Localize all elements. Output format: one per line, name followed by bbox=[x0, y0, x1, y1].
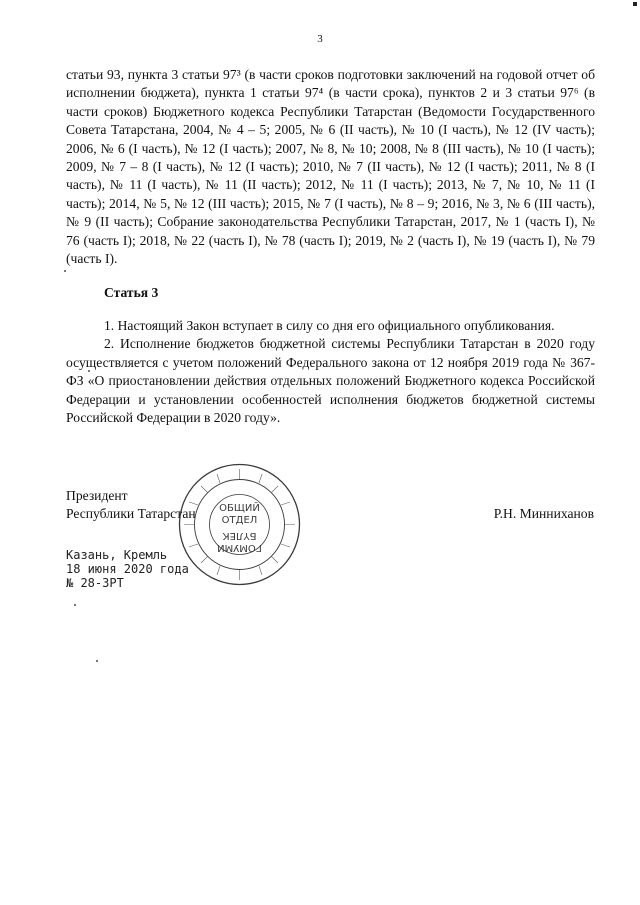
document-body bbox=[66, 66, 595, 427]
issuance-date: 18 июня 2020 года bbox=[66, 562, 189, 576]
scan-corner-mark bbox=[633, 2, 637, 6]
issuance-place: Казань, Кремль bbox=[66, 548, 168, 562]
issuance-block bbox=[66, 548, 189, 590]
page-number: 3 bbox=[317, 33, 323, 45]
issuance-number: № 28-ЗРТ bbox=[66, 576, 124, 590]
stamp-line-3: ГОМУМИ bbox=[217, 542, 262, 553]
signatory-title-line2: Республики Татарстан bbox=[66, 506, 196, 522]
signatory-title-line1: Президент bbox=[66, 488, 128, 503]
article-heading: Статья 3 bbox=[104, 285, 159, 301]
paragraph-amendments: статьи 93, пункта 3 статьи 97³ (в части сроков подготовки заключений на годовой отчет об исполнении бюджета), пункта 1 статьи 97⁴ (в части срока), пунктов 2 и 3 статьи 97⁶ (в части сроков) Бюджетного кодекса Республики Татарстан (Ведомости Государственного Совета Татарстана, 2004, № 4 – 5; 2005, № 6 (II часть), № 10 (I часть), № 12 (IV часть); 2006, № 6 (I часть), № 12 (I часть); 2007, № 8, № 10; 2008, № 8 (III часть), № 10 (I часть); 2009, № 7 – 8 (I часть), № 12 (I часть); 2010, № 7 (II часть), № 12 (I часть); 2011, № 8 (I часть), № 11 (I часть), № 11 (II часть); 2012, № 11 (I часть); 2013, № 7, № 10, № 11 (I часть); 2014, № 5, № 12 (III часть); 2015, № 7 (I часть), № 8 – 9; 2016, № 3, № 6 (III часть), № 9 (II часть); Собрание законодательства Республики Татарстан, 2017, № 1 (часть I), № 76 (часть I); 2018, № 22 (часть I), № 78 (часть I); 2019, № 2 (часть I), № 19 (часть I), № 79 (часть I). bbox=[66, 67, 595, 267]
scan-speck bbox=[74, 604, 76, 606]
stamp-line-4: БҮЛЕК bbox=[222, 530, 257, 541]
article-paragraph-1: 1. Настоящий Закон вступает в силу со дня его официального опубликования. bbox=[104, 317, 555, 333]
signatory-name: Р.Н. Минниханов bbox=[493, 506, 594, 521]
article-paragraph-2: 2. Исполнение бюджетов бюджетной системы Республики Татарстан в 2020 году осуществляется с учетом положений Федерального закона от 12 ноября 2019 года № 367-ФЗ «О приостановлении действия отдельных положений Бюджетного кодекса Российской Федерации и установлении особенностей исполнения бюджетов бюджетной системы Российской Федерации в 2020 году». bbox=[66, 336, 595, 425]
official-stamp bbox=[177, 462, 302, 587]
stamp-line-1: ОБЩИЙ bbox=[219, 503, 260, 514]
scan-speck bbox=[96, 660, 98, 662]
stamp-line-2: ОТДЕЛ bbox=[221, 515, 258, 526]
